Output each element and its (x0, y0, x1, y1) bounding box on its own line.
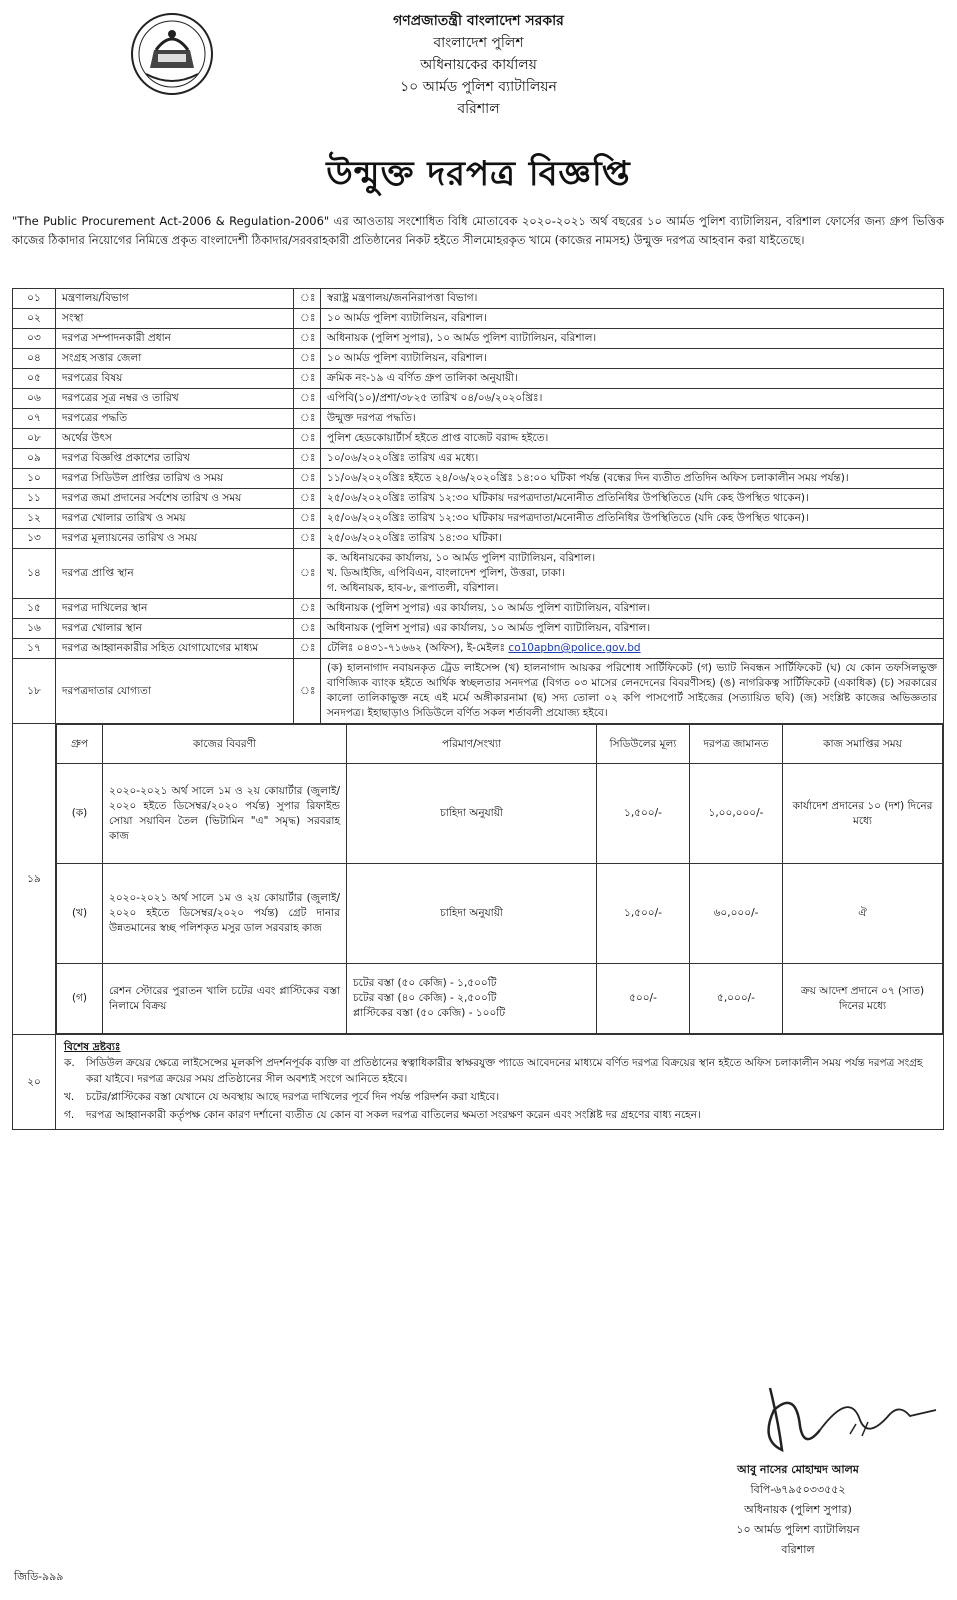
row-colon: ঃ (294, 619, 321, 639)
row-label: দরপত্র বিজ্ঞপ্তি প্রকাশের তারিখ (56, 449, 294, 469)
table-row (57, 764, 943, 864)
row-colon: ঃ (294, 349, 321, 369)
quantity-line: প্লাস্টিকের বস্তা (৫০ কেজি) - ১০০টি (353, 1007, 506, 1019)
work-description: ২০২০-২০২১ অর্থ সালে ১ম ও ২য় কোয়ার্টার (জুলাই/২০২০ হইতে ডিসেম্বর/২০২০ পর্যন্ত) গ্রেট দানার উন্নতমানের স্বচ্ছ পলিশকৃত মসুর ডাল সরবরাহ কাজ (103, 864, 347, 964)
note-item (64, 1089, 935, 1105)
row-colon: ঃ (294, 509, 321, 529)
row-value: ১০ আর্মড পুলিশ ব্যাটালিয়ন, বরিশাল। (321, 349, 944, 369)
row-serial: ০৬ (13, 389, 56, 409)
schedule-price: ৫০০/- (597, 964, 690, 1034)
row-serial: ০৭ (13, 409, 56, 429)
row-value: অধিনায়ক (পুলিশ সুপার), ১০ আর্মড পুলিশ ব্যাটালিয়ন, বরিশাল। (321, 329, 944, 349)
table-row (13, 409, 944, 429)
table-row (57, 964, 943, 1034)
note-text: চটের/প্লাস্টিকের বস্তা যেখানে যে অবস্থায় আছে দরপত্র দাখিলের পূর্বে দিন পর্যন্ত পরিদর্শন করা যাইবে। (86, 1091, 500, 1103)
row-serial: ০৫ (13, 369, 56, 389)
schedule-price: ১,৫০০/- (597, 864, 690, 964)
table-row (13, 599, 944, 619)
row-colon: ঃ (294, 549, 321, 599)
table-row (13, 289, 944, 309)
table-row (13, 389, 944, 409)
row-serial: ১৭ (13, 639, 56, 659)
row-colon: ঃ (294, 599, 321, 619)
work-quantity (347, 964, 597, 1034)
memo-number: জিডি-৯৯৯ (14, 1570, 64, 1583)
completion-time: কার্যাদেশ প্রদানের ১০ (দশ) দিনের মধ্যে (783, 764, 943, 864)
note-key: খ. (64, 1091, 75, 1103)
row-serial: ২০ (13, 1035, 56, 1130)
row-label: দরপত্র দাখিলের স্থান (56, 599, 294, 619)
row-serial: ১৯ (13, 724, 56, 1035)
column-header: দরপত্র জামানত (690, 725, 783, 764)
handwritten-signature (700, 1380, 940, 1458)
row-label: দরপত্র সম্পাদনকারী প্রধান (56, 329, 294, 349)
row-value: ক্রমিক নং-১৯ এ বর্ণিত গ্রুপ তালিকা অনুযায়ী। (321, 369, 944, 389)
header-line-1: গণপ্রজাতন্ত্রী বাংলাদেশ সরকার (393, 13, 564, 29)
row-serial: ০২ (13, 309, 56, 329)
row-value: ২৫/০৬/২০২০খ্রিঃ তারিখ ১৪:৩০ ঘটিকা। (321, 529, 944, 549)
row-colon: ঃ (294, 529, 321, 549)
quantity-line: চটের বস্তা (৪০ কেজি) - ২,৫০০টি (353, 992, 497, 1004)
row-label: দরপত্র খোলার তারিখ ও সময় (56, 509, 294, 529)
signature-block (648, 1460, 948, 1560)
note-item (64, 1107, 935, 1123)
work-groups-table (56, 724, 943, 1034)
row-label: সংগ্রহ সত্তার জেলা (56, 349, 294, 369)
row-serial: ০১ (13, 289, 56, 309)
table-row (13, 529, 944, 549)
notes-row (13, 1035, 944, 1130)
tender-details-table (12, 288, 944, 1130)
row-value: উন্মুক্ত দরপত্র পদ্ধতি। (321, 409, 944, 429)
tender-security: ৬০,০০০/- (690, 864, 783, 964)
row-serial: ১২ (13, 509, 56, 529)
row-colon: ঃ (294, 369, 321, 389)
table-row (13, 309, 944, 329)
contact-email-link[interactable]: co10apbn@police.gov.bd (508, 642, 641, 654)
row-label: দরপত্রের সূত্র নম্বর ও তারিখ (56, 389, 294, 409)
government-header (0, 10, 957, 120)
row-serial: ১৫ (13, 599, 56, 619)
header-line-4: ১০ আর্মড পুলিশ ব্যাটালিয়ন (400, 79, 557, 95)
table-row (13, 489, 944, 509)
row-value: ২৫/০৬/২০২০খ্রিঃ তারিখ ১২:৩০ ঘটিকায় দরপত্রদাতা/মনোনীত প্রতিনিধির উপস্থিতিতে (যদি কেহ উপস্থিত থাকেন)। (321, 509, 944, 529)
column-header: পরিমাণ/সংখ্যা (347, 725, 597, 764)
table-row (13, 369, 944, 389)
table-row (13, 659, 944, 724)
group-table-row (13, 724, 944, 1035)
row-value (321, 549, 944, 599)
row-colon: ঃ (294, 429, 321, 449)
row-serial: ০৮ (13, 429, 56, 449)
work-quantity: চাহিদা অনুযায়ী (347, 864, 597, 964)
collection-place-line: খ. ডিআইজি, এপিবিএন, বাংলাদেশ পুলিশ, উত্তরা, ঢাকা। (327, 567, 565, 579)
signer-name: আবু নাসের মোহাম্মদ আলম (737, 1463, 859, 1476)
table-row (13, 349, 944, 369)
row-serial: ১০ (13, 469, 56, 489)
row-serial: ১৮ (13, 659, 56, 724)
row-serial: ১৬ (13, 619, 56, 639)
row-serial: ০৩ (13, 329, 56, 349)
schedule-price: ১,৫০০/- (597, 764, 690, 864)
row-colon: ঃ (294, 289, 321, 309)
column-header: কাজ সমাপ্তির সময় (783, 725, 943, 764)
row-colon: ঃ (294, 389, 321, 409)
row-value: এপিবি(১০)/প্রশা/৩৮২৫ তারিখ ০৪/০৬/২০২০খ্রিঃ। (321, 389, 944, 409)
group-code: (ক) (57, 764, 103, 864)
row-colon: ঃ (294, 409, 321, 429)
row-colon: ঃ (294, 639, 321, 659)
work-quantity: চাহিদা অনুযায়ী (347, 764, 597, 864)
collection-place-line: ক. অধিনায়কের কার্যালয়, ১০ আর্মড পুলিশ ব্যাটালিয়ন, বরিশাল। (327, 552, 596, 564)
column-header: কাজের বিবরণী (103, 725, 347, 764)
row-label: মন্ত্রণালয়/বিভাগ (56, 289, 294, 309)
row-serial: ১৩ (13, 529, 56, 549)
row-value: পুলিশ হেডকোয়ার্টার্স হইতে প্রাপ্ত বাজেট বরাদ্দ হইতে। (321, 429, 944, 449)
notes-heading: বিশেষ দ্রষ্টব্যঃ (64, 1041, 121, 1053)
row-label: দরপত্রদাতার যোগ্যতা (56, 659, 294, 724)
table-row (13, 429, 944, 449)
table-row (57, 864, 943, 964)
table-row (13, 549, 944, 599)
group-table-cell (56, 724, 944, 1035)
row-label: দরপত্র জমা প্রদানের সর্বশেষ তারিখ ও সময় (56, 489, 294, 509)
table-row (13, 509, 944, 529)
table-row (13, 469, 944, 489)
row-serial: ১১ (13, 489, 56, 509)
table-row (13, 329, 944, 349)
contact-phone: টেলিঃ ০৪৩১-৭১৬৬২ (অফিস), ই-মেইলঃ (327, 642, 509, 654)
signer-id: বিপি-৬৭৯৫০৩৩৫৫২ (750, 1483, 846, 1496)
row-colon: ঃ (294, 659, 321, 724)
row-label: অর্থের উৎস (56, 429, 294, 449)
row-label: দরপত্র সিডিউল প্রাপ্তির তারিখ ও সময় (56, 469, 294, 489)
row-label: দরপত্রের বিষয় (56, 369, 294, 389)
signer-unit: ১০ আর্মড পুলিশ ব্যাটালিয়ন (736, 1523, 860, 1536)
group-code: (খ) (57, 864, 103, 964)
table-row (13, 449, 944, 469)
row-value: অধিনায়ক (পুলিশ সুপার) এর কার্যালয়, ১০ আর্মড পুলিশ ব্যাটালিয়ন, বরিশাল। (321, 599, 944, 619)
quantity-line: চটের বস্তা (৫০ কেজি) - ১,৫০০টি (353, 977, 497, 989)
tender-security: ৫,০০০/- (690, 964, 783, 1034)
special-notes (56, 1035, 944, 1130)
row-colon: ঃ (294, 329, 321, 349)
tender-security: ১,০০,০০০/- (690, 764, 783, 864)
work-description: ২০২০-২০২১ অর্থ সালে ১ম ও ২য় কোয়ার্টার (জুলাই/২০২০ হইতে ডিসেম্বর/২০২০ পর্যন্ত) সুপার রিফাইন্ড সোয়া সয়াবিন তৈল (ভিটামিন "এ" সমৃদ্ধ) সরবরাহ কাজ (103, 764, 347, 864)
note-item (64, 1055, 935, 1087)
work-description: রেশন স্টোরের পুরাতন খালি চটের এবং প্লাস্টিকের বস্তা নিলামে বিক্রয় (103, 964, 347, 1034)
header-line-3: অধিনায়কের কার্যালয় (420, 57, 537, 73)
row-serial: ০৪ (13, 349, 56, 369)
row-label: দরপত্রের পদ্ধতি (56, 409, 294, 429)
row-value: স্বরাষ্ট্র মন্ত্রণালয়/জননিরাপত্তা বিভাগ। (321, 289, 944, 309)
row-value (321, 639, 944, 659)
row-label: দরপত্র মূল্যায়নের তারিখ ও সময় (56, 529, 294, 549)
note-text: সিডিউল ক্রয়ের ক্ষেত্রে লাইসেন্সের মূলকপি প্রদর্শনপূর্বক ব্যক্তি বা প্রতিষ্ঠানের স্বত্বাধিকারীর স্বাক্ষরযুক্ত প্যাডে আবেদনের মাধ্যমে বর্ণিত দরপত্র বিক্রয়ের স্থান হইতে অফিস চলাকালীন সময় পর্যন্ত দরপত্র সংগ্রহ করা যাইবে। দরপত্র ক্রয়ের সময় প্রতিষ্ঠানের সীল অবশ্যই সংগে আনিতে হইবে। (86, 1057, 923, 1085)
row-label: সংস্থা (56, 309, 294, 329)
row-colon: ঃ (294, 449, 321, 469)
row-colon: ঃ (294, 489, 321, 509)
row-colon: ঃ (294, 469, 321, 489)
intro-paragraph: "The Public Procurement Act-2006 & Regulation-2006" এর আওতায় সংশোধিত বিধি মোতাবেক ২০২০-২০২১ অর্থ বছরের ১০ আর্মড পুলিশ ব্যাটালিয়ন, বরিশাল ফোর্সের জন্য গ্রুপ ভিত্তিক কাজের ঠিকাদার নিয়োগের নিমিত্তে প্রকৃত বাংলাদেশী ঠিকাদার/সরবরাহকারী প্রতিষ্ঠানের নিকট হইতে সীলমোহরকৃত খামে (কাজের নামসহ) উন্মুক্ত দরপত্র আহবান করা যাইতেছে। (12, 214, 944, 247)
row-value: ২৫/০৬/২০২০খ্রিঃ তারিখ ১২:৩০ ঘটিকায় দরপত্রদাতা/মনোনীত প্রতিনিধির উপস্থিতিতে (যদি কেহ উপস্থিত থাকেন)। (321, 489, 944, 509)
group-table-header (57, 725, 943, 764)
notice-title: উন্মুক্ত দরপত্র বিজ্ঞপ্তি (326, 154, 631, 194)
header-line-5: বরিশাল (457, 101, 500, 117)
row-serial: ১৪ (13, 549, 56, 599)
column-header: গ্রুপ (57, 725, 103, 764)
row-value: ১১/০৬/২০২০খ্রিঃ হইতে ২৪/০৬/২০২০খ্রিঃ ১৪:০০ ঘটিকা পর্যন্ত (বন্ধের দিন ব্যতীত প্রতিদিন অফিস চলাকালীন সময় পর্যন্ত)। (321, 469, 944, 489)
table-row (13, 619, 944, 639)
note-key: গ. (64, 1109, 75, 1121)
header-line-2: বাংলাদেশ পুলিশ (433, 35, 524, 51)
note-text: দরপত্র আহ্বানকারী কর্তৃপক্ষ কোন কারণ দর্শানো ব্যতীত যে কোন বা সকল দরপত্র বাতিলের ক্ষমতা সংরক্ষণ করেন এবং সংশ্লিষ্ট দর গ্রহণের বাধ্য নহেন। (86, 1109, 701, 1121)
row-colon: ঃ (294, 309, 321, 329)
row-label: দরপত্র প্রাপ্তি স্থান (56, 549, 294, 599)
collection-place-line: গ. অধিনায়ক, হাব-৮, রূপাতলী, বরিশাল। (327, 582, 499, 594)
column-header: সিডিউলের মূল্য (597, 725, 690, 764)
row-value: অধিনায়ক (পুলিশ সুপার) এর কার্যালয়, ১০ আর্মড পুলিশ ব্যাটালিয়ন, বরিশাল। (321, 619, 944, 639)
signer-designation: অধিনায়ক (পুলিশ সুপার) (744, 1503, 852, 1516)
row-value: (ক) হালনাগাদ নবায়নকৃত ট্রেড লাইসেন্স (খ) হালনাগাদ আয়কর পরিশোধ সার্টিফিকেট (গ) ভ্যাট নিবন্ধন সার্টিফিকেট (ঘ) যে কোন তফসিলভুক্ত বাণিজ্যিক ব্যাংক হইতে আর্থিক স্বচ্ছলতার সনদপত্র (বিগত ০৩ মাসের লেনদেনের বিবরণীসহ) (ঙ) নাগরিকত্ব সার্টিফিকেট (একাধিক) (চ) সরকারের কালো তালিকাভুক্ত নহে এই মর্মে অঙ্গীকারনামা (ছ) সদ্য তোলা ০২ কপি পাসপোর্ট সাইজের (সত্যায়িত ছবি) (জ) সংশ্লিষ্ট কাজের অভিজ্ঞতার সনদপত্র। ইহাছাড়াও সিডিউলে বর্ণিত সকল শর্তাবলী প্রযোজ্য হইবে। (321, 659, 944, 724)
row-label: দরপত্র খোলার স্থান (56, 619, 294, 639)
completion-time: ঐ (783, 864, 943, 964)
group-code: (গ) (57, 964, 103, 1034)
row-value: ১০/০৬/২০২০খ্রিঃ তারিখ এর মধ্যে। (321, 449, 944, 469)
note-key: ক. (64, 1057, 75, 1069)
row-value: ১০ আর্মড পুলিশ ব্যাটালিয়ন, বরিশাল। (321, 309, 944, 329)
row-label: দরপত্র আহ্বানকারীর সহিত যোগাযোগের মাধ্যম (56, 639, 294, 659)
signer-place: বরিশাল (781, 1543, 815, 1556)
table-row (13, 639, 944, 659)
completion-time: ক্রয় আদেশ প্রদানে ০৭ (সাত) দিনের মধ্যে (783, 964, 943, 1034)
row-serial: ০৯ (13, 449, 56, 469)
